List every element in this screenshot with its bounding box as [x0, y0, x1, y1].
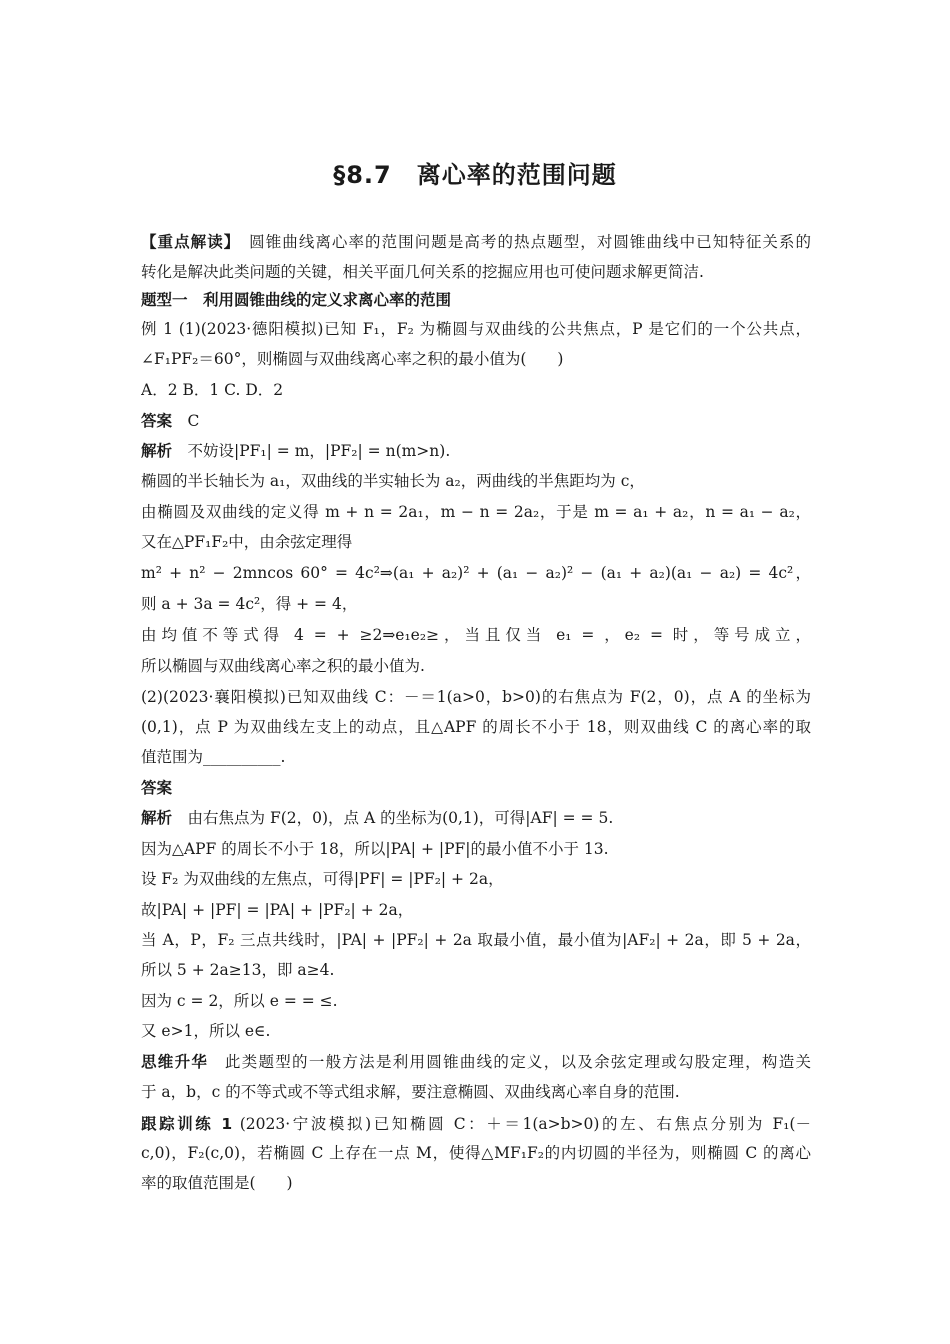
line-text: m² + n² − 2mncos 60° = 4c²⇒(a₁ + a₂)² + (a₁ − a₂)² − (a₁ + a₂)(a₁ − a₂) = 4c²， — [141, 564, 811, 582]
text-line — [141, 594, 811, 614]
text-line — [141, 869, 811, 889]
line-text: C — [172, 412, 200, 430]
text-line — [141, 232, 811, 252]
text-line — [141, 1021, 811, 1041]
line-text: (2023·宁波模拟)已知椭圆 C：＋＝1(a>b>0)的左、右焦点分别为 F₁(－ — [232, 1115, 811, 1133]
text-line — [141, 1143, 811, 1163]
line-text: 例 1 (1)(2023·德阳模拟)已知 F₁，F₂ 为椭圆与双曲线的公共焦点，P 是它们的一个公共点， — [141, 320, 811, 338]
text-line — [141, 1082, 811, 1102]
page-title: §8.7 离心率的范围问题 — [333, 161, 617, 189]
text-line — [141, 625, 811, 645]
text-line — [141, 502, 811, 522]
line-text: A．2 B．1 C. D．2 — [141, 381, 284, 399]
text-line — [141, 532, 811, 552]
line-text: 由椭圆及双曲线的定义得 m + n = 2a₁，m − n = 2a₂，于是 m = a₁ + a₂，n = a₁ − a₂， — [141, 503, 811, 521]
text-line — [141, 778, 811, 798]
line-text: 由右焦点为 F(2，0)，点 A 的坐标为(0,1)，可得|AF| = = 5. — [172, 809, 614, 827]
line-text: 率的取值范围是( ) — [141, 1174, 293, 1192]
line-text: 由均值不等式得 4 = + ≥2⇒e₁e₂≥，当且仅当 e₁ = ，e₂ = 时，等号成立， — [141, 626, 811, 644]
text-line — [141, 1114, 811, 1134]
section-label: 【重点解读】 — [141, 233, 233, 251]
text-line — [141, 563, 811, 583]
section-label: 跟踪训练 1 — [141, 1115, 233, 1133]
text-line — [141, 319, 811, 339]
text-line — [141, 471, 811, 491]
text-line — [141, 960, 811, 980]
text-line — [141, 808, 811, 828]
line-text: c,0)，F₂(c,0)，若椭圆 C 上存在一点 M，使得△MF₁F₂的内切圆的半径为，则椭圆 C 的离心 — [141, 1144, 811, 1162]
line-text: 所以椭圆与双曲线离心率之积的最小值为. — [141, 657, 425, 675]
text-line — [141, 717, 811, 737]
section-label: 答案 — [141, 779, 173, 797]
text-line — [141, 380, 811, 400]
line-text: 圆锥曲线离心率的范围问题是高考的热点题型，对圆锥曲线中已知特征关系的 — [232, 233, 811, 251]
line-text: 又在△PF₁F₂中，由余弦定理得 — [141, 533, 353, 551]
text-line — [141, 747, 811, 767]
section-label: 解析 — [141, 442, 173, 460]
text-line — [141, 991, 811, 1011]
line-text: 此类题型的一般方法是利用圆锥曲线的定义，以及余弦定理或勾股定理，构造关 — [208, 1053, 811, 1071]
section-label: 题型一 利用圆锥曲线的定义求离心率的范围 — [141, 291, 452, 309]
text-line — [141, 349, 811, 369]
line-text: 于 a，b，c 的不等式或不等式组求解，要注意椭圆、双曲线离心率自身的范围. — [141, 1083, 680, 1101]
line-text: 椭圆的半长轴长为 a₁，双曲线的半实轴长为 a₂，两曲线的半焦距均为 c， — [141, 472, 645, 490]
text-line — [141, 900, 811, 920]
line-text: 设 F₂ 为双曲线的左焦点，可得|PF| = |PF₂| + 2a， — [141, 870, 504, 888]
line-text: 则 a + 3a = 4c²，得 + = 4， — [141, 595, 358, 613]
text-line — [141, 1173, 811, 1193]
text-line — [141, 687, 811, 707]
line-text: 不妨设|PF₁| = m，|PF₂| = n(m>n). — [172, 442, 451, 460]
section-label: 思维升华 — [141, 1053, 209, 1071]
text-line — [141, 441, 811, 461]
line-text: 因为 c = 2，所以 e = = ≤. — [141, 992, 338, 1010]
text-line — [141, 262, 811, 282]
section-label: 答案 — [141, 412, 173, 430]
line-text: (0,1)，点 P 为双曲线左支上的动点，且△APF 的周长不小于 18，则双曲线 C 的离心率的取 — [141, 718, 811, 736]
text-line — [141, 411, 811, 431]
line-text: 因为△APF 的周长不小于 18，所以|PA| + |PF|的最小值不小于 13. — [141, 840, 609, 858]
line-text: 值范围为__________. — [141, 748, 286, 766]
text-line — [141, 839, 811, 859]
section-label: 解析 — [141, 809, 173, 827]
text-line — [141, 930, 811, 950]
line-text: 转化是解决此类问题的关键，相关平面几何关系的挖掘应用也可使问题求解更简洁. — [141, 263, 704, 281]
line-text: ∠F₁PF₂＝60°，则椭圆与双曲线离心率之积的最小值为( ) — [141, 350, 564, 368]
text-line — [141, 656, 811, 676]
text-line — [141, 290, 811, 310]
text-line — [141, 1052, 811, 1072]
line-text: 当 A，P，F₂ 三点共线时，|PA| + |PF₂| + 2a 取最小值，最小值为|AF₂| + 2a，即 5 + 2a， — [141, 931, 811, 949]
line-text: 又 e>1，所以 e∈. — [141, 1022, 271, 1040]
line-text: 所以 5 + 2a≥13，即 a≥4. — [141, 961, 335, 979]
line-text: (2)(2023·襄阳模拟)已知双曲线 C：－＝1(a>0，b>0)的右焦点为 F(2，0)，点 A 的坐标为 — [141, 688, 811, 706]
line-text: 故|PA| + |PF| = |PA| + |PF₂| + 2a， — [141, 901, 414, 919]
